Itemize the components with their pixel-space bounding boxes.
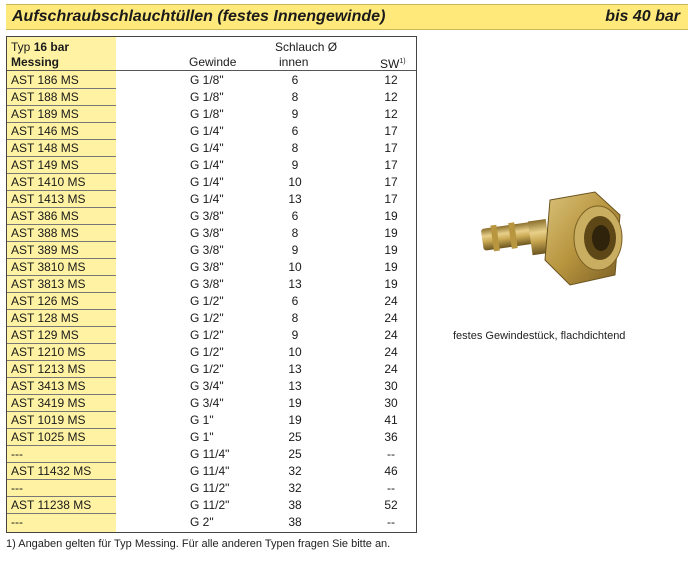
thread-cell: G 1/8" xyxy=(190,73,224,87)
thread-cell: G 1" xyxy=(190,430,214,444)
type-cell: AST 186 MS xyxy=(11,73,79,87)
table-row xyxy=(7,242,416,259)
pressure-rating: bis 40 bar xyxy=(605,8,680,25)
type-cell: --- xyxy=(11,515,23,529)
header-divider xyxy=(7,70,416,71)
type-cell: AST 389 MS xyxy=(11,243,79,257)
thread-cell: G 1" xyxy=(190,413,214,427)
table-row xyxy=(7,191,416,208)
title-bar xyxy=(6,4,688,30)
wrench-size-cell: 17 xyxy=(384,141,398,155)
table-row xyxy=(7,89,416,106)
hose-cell: 32 xyxy=(288,481,302,495)
wrench-size-cell: -- xyxy=(387,481,395,495)
hose-cell: 6 xyxy=(291,209,299,223)
type-cell: AST 128 MS xyxy=(11,311,79,325)
wrench-size-cell: 19 xyxy=(384,260,398,274)
wrench-size-cell: 36 xyxy=(384,430,398,444)
table-row xyxy=(7,276,416,293)
wrench-size-cell: 12 xyxy=(384,107,398,121)
type-cell: AST 149 MS xyxy=(11,158,79,172)
thread-cell: G 1/2" xyxy=(190,362,224,376)
wrench-size-cell: 24 xyxy=(384,362,398,376)
wrench-size-cell: -- xyxy=(387,447,395,461)
type-header xyxy=(11,40,69,54)
wrench-size-cell: 30 xyxy=(384,379,398,393)
hose-cell: 8 xyxy=(291,90,299,104)
thread-cell: G 3/8" xyxy=(190,243,224,257)
table-row xyxy=(7,259,416,276)
table-row xyxy=(7,140,416,157)
wrench-size-cell: 17 xyxy=(384,192,398,206)
wrench-size-cell: 12 xyxy=(384,90,398,104)
page-title: Aufschraubschlauchtüllen (festes Innengewinde) xyxy=(12,8,386,25)
hose-cell: 10 xyxy=(288,260,302,274)
thread-cell: G 2" xyxy=(190,515,214,529)
wrench-size-cell: 19 xyxy=(384,277,398,291)
hose-inner-header: innen xyxy=(279,55,309,69)
table-row xyxy=(7,225,416,242)
wrench-size-cell: 12 xyxy=(384,73,398,87)
hose-cell: 9 xyxy=(291,158,299,172)
thread-cell: G 11/2" xyxy=(190,481,230,495)
fitting-image xyxy=(470,190,650,310)
type-cell: AST 148 MS xyxy=(11,141,79,155)
thread-cell: G 1/2" xyxy=(190,294,224,308)
thread-cell: G 11/4" xyxy=(190,464,230,478)
table-row xyxy=(7,378,416,395)
product-table xyxy=(6,36,417,533)
hose-cell: 8 xyxy=(291,226,299,240)
wrench-size-cell: 19 xyxy=(384,226,398,240)
type-cell: AST 146 MS xyxy=(11,124,79,138)
hose-cell: 9 xyxy=(291,243,299,257)
hose-cell: 32 xyxy=(288,464,302,478)
table-row xyxy=(7,497,416,514)
thread-cell: G 1/8" xyxy=(190,107,224,121)
table-row xyxy=(7,327,416,344)
thread-cell: G 1/2" xyxy=(190,345,224,359)
wrench-size-cell: -- xyxy=(387,515,395,529)
table-row xyxy=(7,310,416,327)
wrench-size-cell: 19 xyxy=(384,243,398,257)
table-row xyxy=(7,361,416,378)
table-row xyxy=(7,174,416,191)
wrench-size-cell: 17 xyxy=(384,124,398,138)
type-cell: AST 126 MS xyxy=(11,294,79,308)
wrench-size-cell: 17 xyxy=(384,175,398,189)
thread-cell: G 3/4" xyxy=(190,379,224,393)
type-cell: AST 3810 MS xyxy=(11,260,86,274)
table-row xyxy=(7,106,416,123)
type-label: Typ xyxy=(11,40,31,54)
thread-cell: G 11/2" xyxy=(190,498,230,512)
hose-cell: 13 xyxy=(288,277,302,291)
hose-cell: 6 xyxy=(291,73,299,87)
type-cell: AST 1410 MS xyxy=(11,175,86,189)
table-row xyxy=(7,123,416,140)
sw-footnote-ref: 1) xyxy=(399,58,406,65)
thread-cell: G 1/4" xyxy=(190,124,224,138)
hose-cell: 38 xyxy=(288,498,302,512)
thread-cell: G 3/8" xyxy=(190,226,224,240)
table-row xyxy=(7,395,416,412)
hose-cell: 13 xyxy=(288,362,302,376)
table-row xyxy=(7,157,416,174)
pressure-class: 16 bar xyxy=(33,40,70,54)
thread-cell: G 1/8" xyxy=(190,90,224,104)
type-cell: AST 1019 MS xyxy=(11,413,86,427)
table-row xyxy=(7,480,416,497)
hose-cell: 9 xyxy=(291,328,299,342)
type-cell: AST 189 MS xyxy=(11,107,79,121)
wrench-size-cell: 24 xyxy=(384,345,398,359)
table-row xyxy=(7,208,416,225)
thread-cell: G 1/4" xyxy=(190,141,224,155)
thread-cell: G 1/4" xyxy=(190,192,224,206)
table-row xyxy=(7,463,416,480)
type-cell: --- xyxy=(11,481,23,495)
hose-cell: 13 xyxy=(288,192,302,206)
hose-cell: 25 xyxy=(288,430,302,444)
thread-cell: G 3/8" xyxy=(190,209,224,223)
hose-cell: 6 xyxy=(291,294,299,308)
table-row xyxy=(7,429,416,446)
material-header: Messing xyxy=(11,55,60,69)
image-caption: festes Gewindestück, flachdichtend xyxy=(453,330,626,342)
type-cell: AST 1210 MS xyxy=(11,345,86,359)
wrench-size-cell: 46 xyxy=(384,464,398,478)
hose-cell: 6 xyxy=(291,124,299,138)
hose-cell: 25 xyxy=(288,447,302,461)
type-cell: AST 129 MS xyxy=(11,328,79,342)
thread-cell: G 1/4" xyxy=(190,175,224,189)
type-cell: AST 386 MS xyxy=(11,209,79,223)
type-cell: AST 388 MS xyxy=(11,226,79,240)
thread-cell: G 3/4" xyxy=(190,396,224,410)
hose-cell: 9 xyxy=(291,107,299,121)
wrench-size-cell: 41 xyxy=(384,413,398,427)
wrench-size-cell: 24 xyxy=(384,328,398,342)
type-cell: AST 1213 MS xyxy=(11,362,86,376)
type-cell: AST 3419 MS xyxy=(11,396,86,410)
thread-header: Gewinde xyxy=(189,55,237,69)
type-cell: AST 188 MS xyxy=(11,90,79,104)
table-row xyxy=(7,72,416,89)
wrench-size-cell: 30 xyxy=(384,396,398,410)
thread-cell: G 1/4" xyxy=(190,158,224,172)
type-cell: AST 11432 MS xyxy=(11,464,92,478)
hose-cell: 8 xyxy=(291,141,299,155)
thread-cell: G 3/8" xyxy=(190,260,224,274)
type-cell: AST 3413 MS xyxy=(11,379,86,393)
type-cell: AST 1025 MS xyxy=(11,430,86,444)
footnote: 1) Angaben gelten für Typ Messing. Für alle anderen Typen fragen Sie bitte an. xyxy=(6,538,391,550)
hose-cell: 38 xyxy=(288,515,302,529)
type-cell: AST 1413 MS xyxy=(11,192,86,206)
type-cell: AST 3813 MS xyxy=(11,277,86,291)
wrench-size-header xyxy=(380,55,406,71)
wrench-size-cell: 52 xyxy=(384,498,398,512)
table-row xyxy=(7,446,416,463)
sw-label: SW xyxy=(380,57,400,71)
wrench-size-cell: 24 xyxy=(384,294,398,308)
hose-cell: 19 xyxy=(288,413,302,427)
type-cell: AST 11238 MS xyxy=(11,498,92,512)
table-row xyxy=(7,344,416,361)
thread-cell: G 1/2" xyxy=(190,328,224,342)
hose-header: Schlauch Ø xyxy=(275,40,338,54)
hose-cell: 10 xyxy=(288,345,302,359)
table-row xyxy=(7,293,416,310)
hose-cell: 8 xyxy=(291,311,299,325)
hose-cell: 13 xyxy=(288,379,302,393)
table-row xyxy=(7,412,416,429)
wrench-size-cell: 19 xyxy=(384,209,398,223)
table-row xyxy=(7,514,416,531)
hose-cell: 19 xyxy=(288,396,302,410)
thread-cell: G 1/2" xyxy=(190,311,224,325)
hose-cell: 10 xyxy=(288,175,302,189)
type-cell: --- xyxy=(11,447,23,461)
thread-cell: G 3/8" xyxy=(190,277,224,291)
wrench-size-cell: 24 xyxy=(384,311,398,325)
thread-cell: G 11/4" xyxy=(190,447,230,461)
wrench-size-cell: 17 xyxy=(384,158,398,172)
